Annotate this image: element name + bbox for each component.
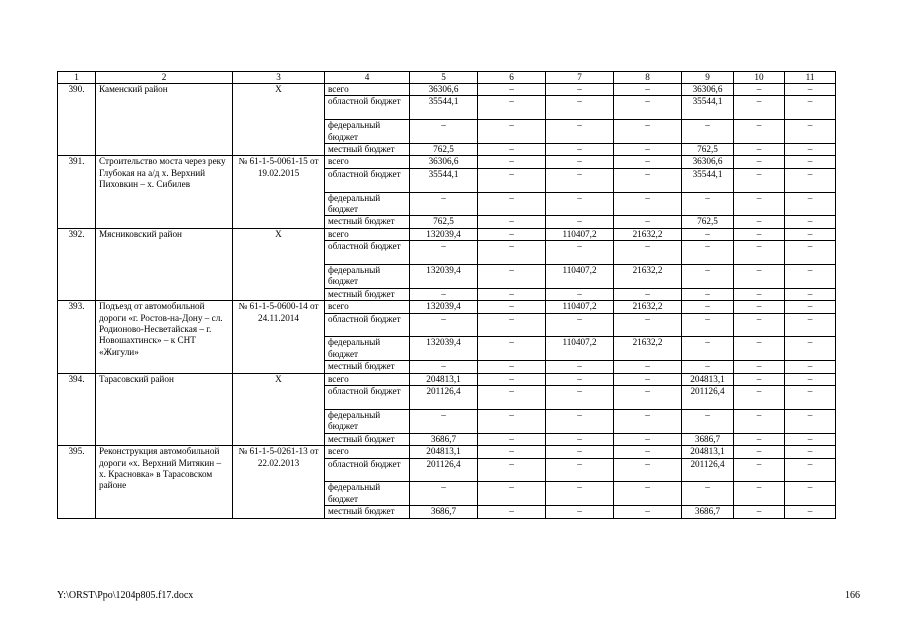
value-cell: –	[546, 409, 614, 433]
value-cell: –	[410, 192, 478, 216]
value-cell: 204813,1	[410, 446, 478, 458]
value-cell: –	[734, 168, 785, 192]
value-cell: –	[478, 168, 546, 192]
value-cell: 110407,2	[546, 228, 614, 240]
value-cell: –	[682, 337, 734, 361]
value-cell: 201126,4	[410, 386, 478, 410]
value-cell: –	[734, 313, 785, 337]
budget-table	[57, 71, 836, 519]
budget-source-label: местный бюджет	[325, 288, 410, 300]
value-cell: –	[478, 409, 546, 433]
value-cell: –	[546, 168, 614, 192]
value-cell: 3686,7	[682, 506, 734, 518]
value-cell: –	[478, 228, 546, 240]
column-number-6: 6	[478, 72, 546, 84]
budget-source-label: всего	[325, 84, 410, 96]
value-cell: –	[478, 192, 546, 216]
value-cell: –	[785, 156, 836, 168]
value-cell: –	[478, 265, 546, 289]
budget-source-label: местный бюджет	[325, 216, 410, 228]
document-ref: № 61-1-5-0261-13 от 22.02.2013	[233, 446, 325, 518]
value-cell: –	[785, 192, 836, 216]
value-cell: –	[785, 506, 836, 518]
budget-source-label: федеральный бюджет	[325, 409, 410, 433]
value-cell: –	[734, 216, 785, 228]
budget-source-label: всего	[325, 373, 410, 385]
value-cell: –	[478, 313, 546, 337]
value-cell: –	[614, 156, 682, 168]
object-name: Мясниковский район	[96, 228, 233, 300]
value-cell: 35544,1	[410, 96, 478, 120]
value-cell: 762,5	[410, 144, 478, 156]
value-cell: –	[734, 433, 785, 445]
budget-source-label: местный бюджет	[325, 361, 410, 373]
value-cell: 201126,4	[682, 386, 734, 410]
column-number-7: 7	[546, 72, 614, 84]
budget-source-label: федеральный бюджет	[325, 482, 410, 506]
column-number-8: 8	[614, 72, 682, 84]
budget-source-label: всего	[325, 446, 410, 458]
value-cell: –	[734, 84, 785, 96]
value-cell: –	[614, 433, 682, 445]
value-cell: –	[546, 241, 614, 265]
value-cell: –	[478, 361, 546, 373]
value-cell: –	[734, 386, 785, 410]
value-cell: –	[410, 313, 478, 337]
value-cell: –	[410, 361, 478, 373]
value-cell: 132039,4	[410, 337, 478, 361]
table-row	[58, 373, 836, 385]
value-cell: –	[785, 446, 836, 458]
value-cell: –	[785, 265, 836, 289]
value-cell: –	[785, 241, 836, 265]
value-cell: –	[785, 228, 836, 240]
value-cell: 35544,1	[410, 168, 478, 192]
value-cell: –	[478, 216, 546, 228]
value-cell: –	[614, 361, 682, 373]
row-number: 391.	[58, 156, 96, 228]
value-cell: –	[546, 120, 614, 144]
value-cell: –	[546, 216, 614, 228]
value-cell: 204813,1	[682, 373, 734, 385]
budget-source-label: областной бюджет	[325, 168, 410, 192]
value-cell: –	[785, 361, 836, 373]
value-cell: 132039,4	[410, 228, 478, 240]
value-cell: 204813,1	[410, 373, 478, 385]
value-cell: –	[785, 168, 836, 192]
value-cell: –	[682, 301, 734, 313]
value-cell: –	[734, 337, 785, 361]
value-cell: –	[682, 265, 734, 289]
value-cell: –	[546, 482, 614, 506]
value-cell: 36306,6	[682, 84, 734, 96]
value-cell: –	[785, 458, 836, 482]
value-cell: –	[734, 228, 785, 240]
value-cell: 204813,1	[682, 446, 734, 458]
table-row	[58, 84, 836, 96]
value-cell: –	[734, 144, 785, 156]
value-cell: 3686,7	[410, 506, 478, 518]
value-cell: –	[546, 96, 614, 120]
value-cell: –	[734, 373, 785, 385]
value-cell: –	[614, 482, 682, 506]
value-cell: –	[682, 409, 734, 433]
header-row	[58, 72, 836, 84]
column-number-2: 2	[96, 72, 233, 84]
value-cell: 3686,7	[410, 433, 478, 445]
value-cell: –	[614, 373, 682, 385]
value-cell: 36306,6	[682, 156, 734, 168]
row-number: 394.	[58, 373, 96, 445]
value-cell: –	[682, 241, 734, 265]
object-name: Реконструкция автомобильной дороги «х. Верхний Митякин – х. Красновка» в Тарасовском районе	[96, 446, 233, 518]
value-cell: –	[478, 433, 546, 445]
column-number-11: 11	[785, 72, 836, 84]
budget-source-label: федеральный бюджет	[325, 265, 410, 289]
budget-source-label: местный бюджет	[325, 506, 410, 518]
value-cell: 762,5	[410, 216, 478, 228]
value-cell: 36306,6	[410, 84, 478, 96]
value-cell: –	[478, 241, 546, 265]
value-cell: –	[785, 84, 836, 96]
value-cell: –	[614, 84, 682, 96]
value-cell: –	[734, 409, 785, 433]
value-cell: –	[410, 482, 478, 506]
row-number: 395.	[58, 446, 96, 518]
value-cell: 36306,6	[410, 156, 478, 168]
value-cell: –	[614, 241, 682, 265]
value-cell: –	[614, 96, 682, 120]
value-cell: –	[785, 409, 836, 433]
budget-source-label: федеральный бюджет	[325, 337, 410, 361]
value-cell: –	[614, 288, 682, 300]
value-cell: –	[614, 216, 682, 228]
value-cell: –	[546, 144, 614, 156]
table-row	[58, 228, 836, 240]
value-cell: –	[410, 409, 478, 433]
value-cell: –	[734, 446, 785, 458]
document-ref: № 61-1-5-0600-14 от 24.11.2014	[233, 301, 325, 373]
value-cell: –	[785, 301, 836, 313]
value-cell: –	[478, 96, 546, 120]
value-cell: –	[785, 373, 836, 385]
value-cell: –	[410, 288, 478, 300]
value-cell: –	[478, 506, 546, 518]
value-cell: –	[734, 301, 785, 313]
value-cell: –	[478, 120, 546, 144]
value-cell: –	[614, 168, 682, 192]
value-cell: –	[734, 192, 785, 216]
table-row	[58, 156, 836, 168]
value-cell: –	[785, 216, 836, 228]
value-cell: –	[785, 120, 836, 144]
value-cell: –	[785, 313, 836, 337]
value-cell: –	[410, 120, 478, 144]
value-cell: –	[546, 156, 614, 168]
row-number: 390.	[58, 84, 96, 156]
value-cell: –	[614, 409, 682, 433]
value-cell: –	[682, 120, 734, 144]
object-name: Строительство моста через реку Глубокая на а/д х. Верхний Пиховкин – х. Сибилев	[96, 156, 233, 228]
column-number-1: 1	[58, 72, 96, 84]
value-cell: –	[682, 361, 734, 373]
value-cell: –	[614, 458, 682, 482]
value-cell: –	[614, 313, 682, 337]
budget-source-label: областной бюджет	[325, 386, 410, 410]
value-cell: –	[785, 337, 836, 361]
value-cell: –	[478, 156, 546, 168]
value-cell: 21632,2	[614, 337, 682, 361]
row-number: 392.	[58, 228, 96, 300]
value-cell: 201126,4	[682, 458, 734, 482]
column-number-5: 5	[410, 72, 478, 84]
budget-source-label: федеральный бюджет	[325, 120, 410, 144]
budget-source-label: областной бюджет	[325, 313, 410, 337]
budget-source-label: всего	[325, 301, 410, 313]
column-number-3: 3	[233, 72, 325, 84]
value-cell: –	[682, 228, 734, 240]
value-cell: –	[785, 482, 836, 506]
value-cell: 35544,1	[682, 168, 734, 192]
value-cell: –	[546, 313, 614, 337]
budget-source-label: областной бюджет	[325, 96, 410, 120]
object-name: Подъезд от автомобильной дороги «г. Ростов-на-Дону – сл. Родионово-Несветайская – г. Новошахтинск» – к СНТ «Жигули»	[96, 301, 233, 373]
value-cell: –	[478, 386, 546, 410]
value-cell: –	[734, 458, 785, 482]
value-cell: –	[734, 120, 785, 144]
value-cell: –	[478, 373, 546, 385]
value-cell: –	[478, 446, 546, 458]
value-cell: –	[785, 288, 836, 300]
value-cell: –	[785, 144, 836, 156]
value-cell: –	[546, 386, 614, 410]
value-cell: –	[785, 433, 836, 445]
table-row	[58, 301, 836, 313]
value-cell: –	[614, 386, 682, 410]
value-cell: –	[478, 288, 546, 300]
table-row	[58, 446, 836, 458]
column-number-4: 4	[325, 72, 410, 84]
value-cell: –	[785, 96, 836, 120]
value-cell: 3686,7	[682, 433, 734, 445]
value-cell: –	[546, 458, 614, 482]
budget-source-label: местный бюджет	[325, 433, 410, 445]
value-cell: –	[478, 458, 546, 482]
value-cell: –	[785, 386, 836, 410]
budget-source-label: всего	[325, 228, 410, 240]
value-cell: –	[734, 361, 785, 373]
column-number-10: 10	[734, 72, 785, 84]
row-number: 393.	[58, 301, 96, 373]
budget-source-label: местный бюджет	[325, 144, 410, 156]
value-cell: –	[734, 288, 785, 300]
document-ref: № 61-1-5-0061-15 от 19.02.2015	[233, 156, 325, 228]
value-cell: –	[478, 144, 546, 156]
value-cell: –	[546, 288, 614, 300]
budget-source-label: федеральный бюджет	[325, 192, 410, 216]
document-ref: Х	[233, 373, 325, 445]
value-cell: –	[546, 506, 614, 518]
value-cell: –	[546, 361, 614, 373]
value-cell: –	[734, 241, 785, 265]
value-cell: 21632,2	[614, 301, 682, 313]
value-cell: –	[478, 84, 546, 96]
value-cell: –	[682, 288, 734, 300]
object-name: Тарасовский район	[96, 373, 233, 445]
value-cell: –	[410, 241, 478, 265]
value-cell: 110407,2	[546, 337, 614, 361]
value-cell: –	[546, 433, 614, 445]
value-cell: 762,5	[682, 144, 734, 156]
value-cell: –	[614, 120, 682, 144]
budget-source-label: всего	[325, 156, 410, 168]
value-cell: –	[682, 482, 734, 506]
value-cell: –	[734, 96, 785, 120]
column-number-9: 9	[682, 72, 734, 84]
budget-source-label: областной бюджет	[325, 458, 410, 482]
value-cell: –	[478, 337, 546, 361]
value-cell: 201126,4	[410, 458, 478, 482]
value-cell: 110407,2	[546, 265, 614, 289]
value-cell: –	[546, 373, 614, 385]
page-number: 166	[845, 590, 860, 601]
value-cell: –	[734, 156, 785, 168]
document-ref: Х	[233, 84, 325, 156]
file-path: Y:\ORST\Ppo\1204p805.f17.docx	[57, 590, 194, 601]
document-ref: Х	[233, 228, 325, 300]
value-cell: 21632,2	[614, 228, 682, 240]
value-cell: –	[682, 313, 734, 337]
value-cell: 132039,4	[410, 301, 478, 313]
value-cell: –	[614, 446, 682, 458]
value-cell: 762,5	[682, 216, 734, 228]
value-cell: 21632,2	[614, 265, 682, 289]
value-cell: –	[546, 446, 614, 458]
object-name: Каменский район	[96, 84, 233, 156]
value-cell: –	[478, 482, 546, 506]
value-cell: –	[682, 192, 734, 216]
value-cell: –	[478, 301, 546, 313]
value-cell: –	[546, 84, 614, 96]
value-cell: 110407,2	[546, 301, 614, 313]
value-cell: 35544,1	[682, 96, 734, 120]
value-cell: –	[734, 482, 785, 506]
value-cell: –	[614, 192, 682, 216]
value-cell: –	[734, 506, 785, 518]
value-cell: 132039,4	[410, 265, 478, 289]
value-cell: –	[734, 265, 785, 289]
value-cell: –	[546, 192, 614, 216]
value-cell: –	[614, 144, 682, 156]
budget-source-label: областной бюджет	[325, 241, 410, 265]
value-cell: –	[614, 506, 682, 518]
